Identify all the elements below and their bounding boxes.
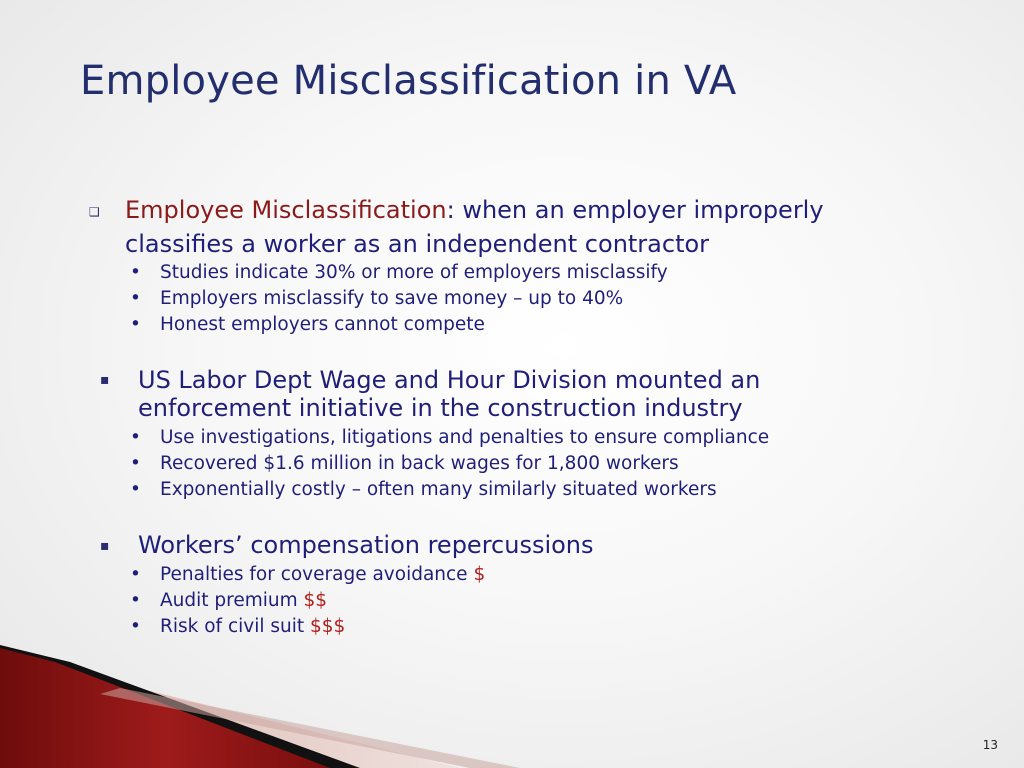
page-number: 13: [982, 738, 998, 752]
cost-indicator: $$$: [310, 616, 346, 637]
square-bullet-icon: ▪: [100, 372, 110, 388]
swoosh-red-band: [0, 648, 330, 768]
bullet-dot-icon: •: [130, 616, 141, 637]
cost-indicator: $: [473, 564, 486, 585]
slide-title: Employee Misclassification in VA: [80, 58, 737, 104]
bullet-dot-icon: •: [130, 314, 141, 335]
list-item: [130, 614, 345, 640]
list-item-text: Risk of civil suit: [160, 616, 310, 637]
square-bullet-icon: ▪: [100, 538, 110, 554]
list-item-text: Use investigations, litigations and penalties to ensure compliance: [160, 427, 770, 448]
list-item: [130, 588, 327, 614]
definition-line-1: [125, 193, 945, 227]
list-item-text: Honest employers cannot compete: [160, 314, 485, 335]
bullet-dot-icon: •: [130, 427, 141, 448]
bullet-dot-icon: •: [130, 453, 141, 474]
list-item-text: Employers misclassify to save money – up to 40%: [160, 288, 624, 309]
section-heading-line-2: enforcement initiative in the construction industry: [138, 394, 743, 422]
list-item: [130, 562, 485, 588]
bullet-dot-icon: •: [130, 262, 141, 283]
bullet-dot-icon: •: [130, 288, 141, 309]
list-item: [130, 260, 668, 286]
list-item-text: Audit premium: [160, 590, 304, 611]
bullet-dot-icon: •: [130, 590, 141, 611]
cost-indicator: $$: [303, 590, 328, 611]
section-wage-hour: [100, 366, 761, 422]
section-misclassification: [89, 193, 945, 261]
section-heading-line-1: US Labor Dept Wage and Hour Division mounted an: [138, 366, 761, 394]
list-item: [130, 312, 485, 338]
list-item-text: Recovered $1.6 million in back wages for 1,800 workers: [160, 453, 679, 474]
bullet-dot-icon: •: [130, 564, 141, 585]
definition-text: : when an employer improperly: [446, 196, 824, 224]
list-item: [130, 286, 623, 312]
definition-line-2: classifies a worker as an independent contractor: [125, 230, 710, 258]
section-heading: Workers’ compensation repercussions: [138, 531, 594, 559]
term-highlight: Employee Misclassification: [125, 196, 447, 224]
list-item: [130, 477, 717, 503]
list-item-text: Exponentially costly – often many similarly situated workers: [160, 479, 717, 500]
list-item-text: Studies indicate 30% or more of employers misclassify: [160, 262, 668, 283]
list-item-text: Penalties for coverage avoidance: [160, 564, 474, 585]
bullet-dot-icon: •: [130, 479, 141, 500]
square-outline-bullet-icon: ❑: [89, 205, 100, 219]
section-workers-comp: [100, 530, 594, 560]
list-item: [130, 451, 679, 477]
list-item: [130, 425, 769, 451]
